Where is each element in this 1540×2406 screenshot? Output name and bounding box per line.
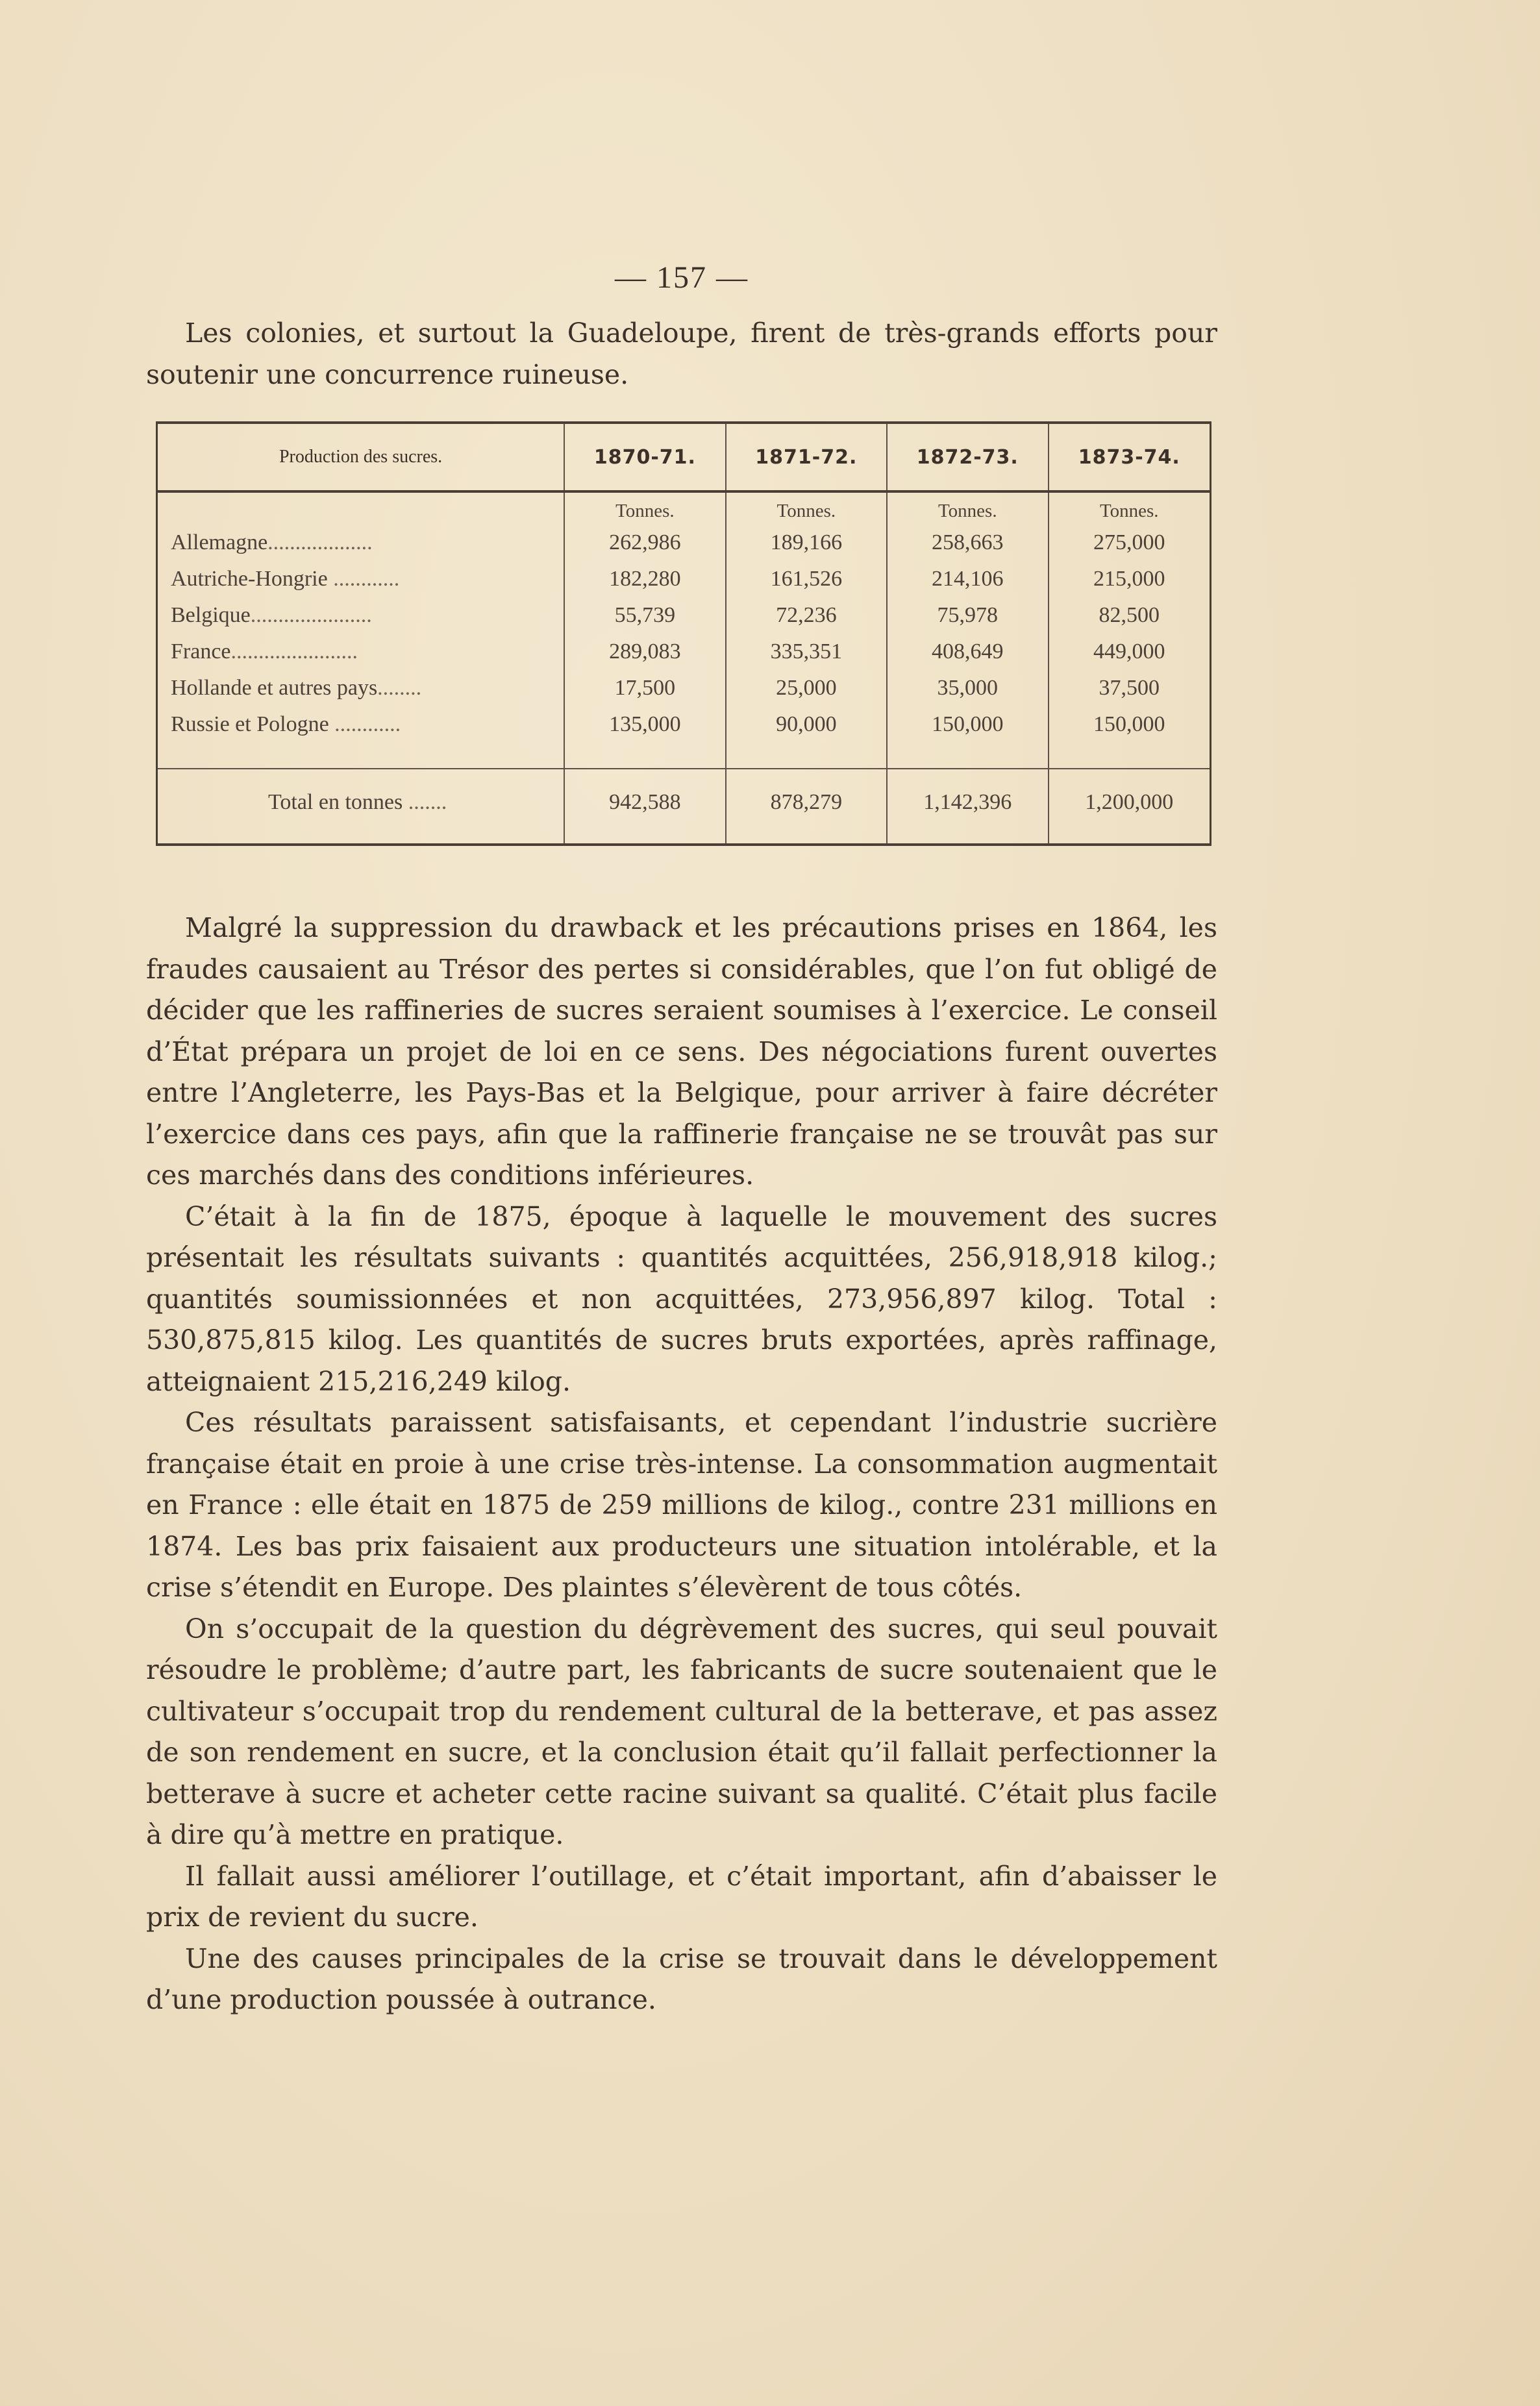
table-cell: 215,000 xyxy=(1049,561,1210,597)
unit-label: Tonnes. xyxy=(564,491,725,525)
table-row: Autriche-Hongrie ............ 182,280 161,526 214,106 215,000 xyxy=(158,561,1210,597)
table-row: Allemagne................... 262,986 189,166 258,663 275,000 xyxy=(158,525,1210,561)
table-cell: 275,000 xyxy=(1049,525,1210,561)
year-header: 1870-71. xyxy=(564,424,725,491)
table-cell: 161,526 xyxy=(726,561,887,597)
table-cell: 150,000 xyxy=(1049,706,1210,769)
row-label: Allemagne xyxy=(171,530,268,554)
table-cell: 262,986 xyxy=(564,525,725,561)
units-row xyxy=(158,491,1210,525)
table-cell: 82,500 xyxy=(1049,597,1210,634)
table-cell: 182,280 xyxy=(564,561,725,597)
table-cell: 72,236 xyxy=(726,597,887,634)
total-row: Total en tonnes ....... 942,588 878,279 1,142,396 1,200,000 xyxy=(158,769,1210,843)
table-cell: 90,000 xyxy=(726,706,887,769)
header-label: Production des sucres. xyxy=(158,424,564,491)
year-header: 1873-74. xyxy=(1049,424,1210,491)
table-row: Hollande et autres pays........ 17,500 25,000 35,000 37,500 xyxy=(158,670,1210,706)
row-label: Russie et Pologne xyxy=(171,712,329,736)
table-cell: 55,739 xyxy=(564,597,725,634)
table-cell: 25,000 xyxy=(726,670,887,706)
table-cell: 408,649 xyxy=(887,634,1048,670)
unit-label: Tonnes. xyxy=(1049,491,1210,525)
total-cell: 878,279 xyxy=(726,769,887,843)
table-cell: 135,000 xyxy=(564,706,725,769)
table-cell: 150,000 xyxy=(887,706,1048,769)
table-cell: 37,500 xyxy=(1049,670,1210,706)
paragraph: Une des causes principales de la crise se trouvait dans le développement d’une production poussée à outrance. xyxy=(146,1942,1217,2015)
paragraph: Malgré la suppression du drawback et les précautions prises en 1864, les fraudes causaient au Trésor des pertes si considérables, que l’on fut obligé de décider que les raffineries de sucres seraient soumises à l’exercice. Le conseil d’État prépara un projet de loi en ce sens. Des négociations furent ouvertes entre l’Angleterre, les Pays-Bas et la Belgique, pour arriver à faire décréter l’exercice dans ces pays, afin que la raffinerie française ne se trouvât pas sur ces marchés dans des conditions inférieures. xyxy=(146,912,1217,1191)
table-row: France....................... 289,083 335,351 408,649 449,000 xyxy=(158,634,1210,670)
row-label: France xyxy=(171,639,231,664)
paragraph: C’était à la fin de 1875, époque à laquelle le mouvement des sucres présentait les résultats suivants : quantités acquittées, 256,918,918 kilog.; quantités soumissionnées et non acquittées, 273,956,897 kilog. Total : 530,875,815 kilog. Les quantités de sucres bruts exportées, après raffinage, atteignaient 215,216,249 kilog. xyxy=(146,1200,1217,1397)
sugar-production-table xyxy=(156,421,1211,846)
page-number: — 157 — xyxy=(615,260,749,295)
table-cell: 75,978 xyxy=(887,597,1048,634)
paragraph: Il fallait aussi améliorer l’outillage, et c’était important, afin d’abaisser le prix de revient du sucre. xyxy=(146,1860,1217,1933)
total-cell: 1,142,396 xyxy=(887,769,1048,843)
year-header: 1872-73. xyxy=(887,424,1048,491)
total-cell: 942,588 xyxy=(564,769,725,843)
year-header: 1871-72. xyxy=(726,424,887,491)
table-cell: 214,106 xyxy=(887,561,1048,597)
paragraph: Ces résultats paraissent satisfaisants, et cependant l’industrie sucrière française était en proie à une crise très-intense. La consommation augmentait en France : elle était en 1875 de 259 millions de kilog., contre 231 millions en 1874. Les bas prix faisaient aux producteurs une situation intolérable, et la crise s’étendit en Europe. Des plaintes s’élevèrent de tous côtés. xyxy=(146,1407,1217,1603)
table-cell: 289,083 xyxy=(564,634,725,670)
table-cell: 189,166 xyxy=(726,525,887,561)
body-text xyxy=(146,908,1217,2021)
book-page xyxy=(146,260,1217,2021)
table-cell: 449,000 xyxy=(1049,634,1210,670)
row-label: Autriche-Hongrie xyxy=(171,567,328,591)
paragraph: On s’occupait de la question du dégrèvement des sucres, qui seul pouvait résoudre le problème; d’autre part, les fabricants de sucre soutenaient que le cultivateur s’occupait trop du rendement cultural de la betterave, et pas assez de son rendement en sucre, et la conclusion était qu’il fallait perfectionner la betterave à sucre et acheter cette racine suivant sa qualité. C’était plus facile à dire qu’à mettre en pratique. xyxy=(146,1613,1217,1850)
total-label: Total en tonnes xyxy=(268,790,403,814)
table-cell: 35,000 xyxy=(887,670,1048,706)
table-cell: 17,500 xyxy=(564,670,725,706)
table-row: Russie et Pologne ............ 135,000 90,000 150,000 150,000 xyxy=(158,706,1210,769)
table-row: Belgique...................... 55,739 72,236 75,978 82,500 xyxy=(158,597,1210,634)
row-label: Belgique xyxy=(171,603,251,627)
table-cell: 335,351 xyxy=(726,634,887,670)
table-cell: 258,663 xyxy=(887,525,1048,561)
unit-label: Tonnes. xyxy=(887,491,1048,525)
row-label: Hollande et autres pays xyxy=(171,676,378,700)
intro-paragraph: Les colonies, et surtout la Guadeloupe, firent de très-grands efforts pour soutenir une concurrence ruineuse. xyxy=(146,317,1217,390)
total-cell: 1,200,000 xyxy=(1049,769,1210,843)
table-header-row xyxy=(158,424,1210,491)
unit-label: Tonnes. xyxy=(726,491,887,525)
